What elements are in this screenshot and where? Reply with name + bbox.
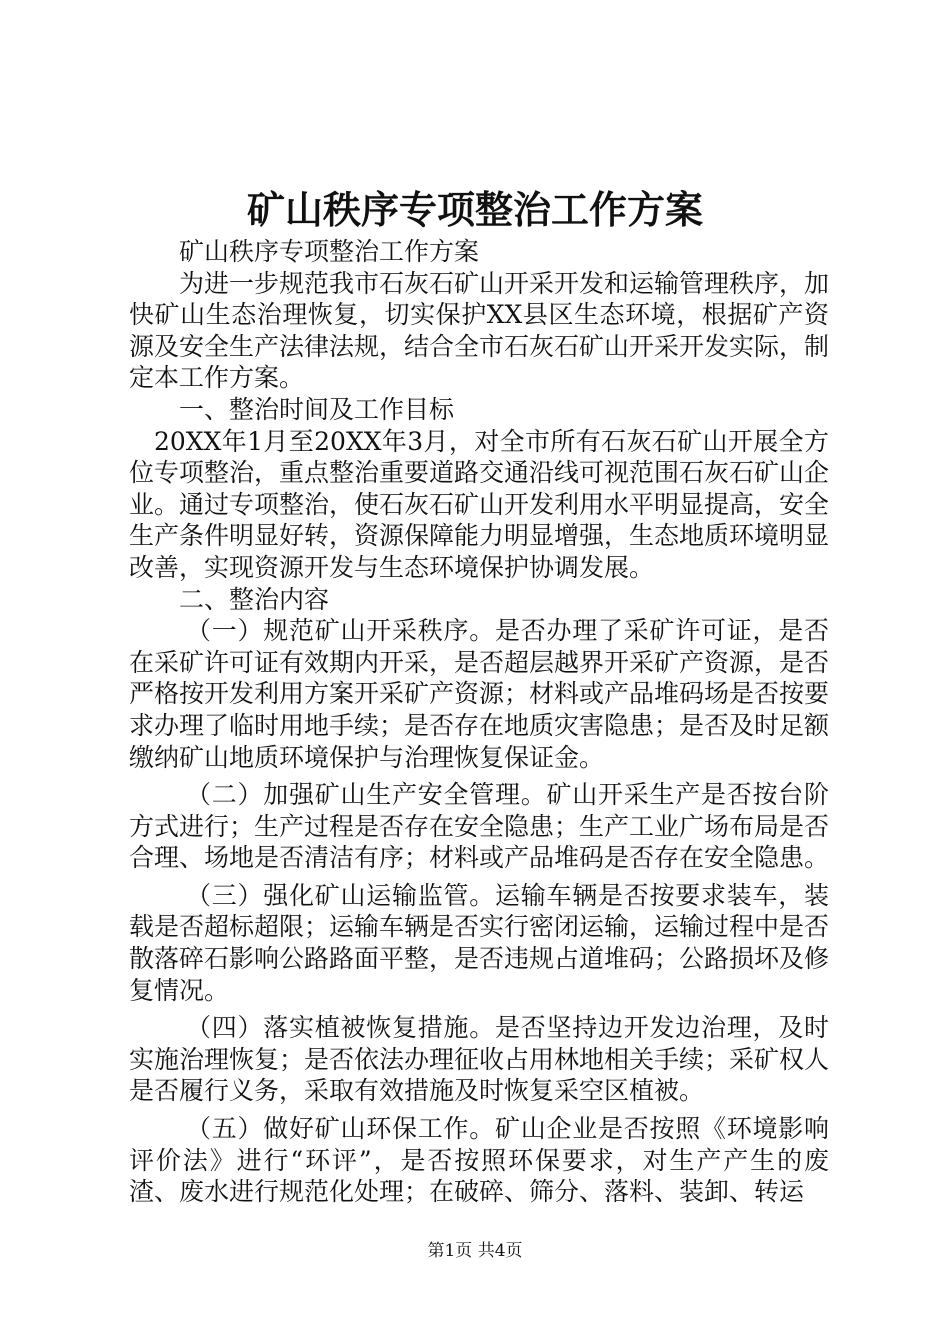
item-2-paragraph: （二）加强矿山生产安全管理。矿山开采生产是否按台阶方式进行；生产过程是否存在安全隐患；生产工业广场布局是否合理、场地是否清洁有序；材料或产品堆码是否存在安全隐患。 <box>129 780 830 873</box>
item-1-paragraph: （一）规范矿山开采秩序。是否办理了采矿许可证，是否在采矿许可证有效期内开采，是否超层越界开采矿产资源，是否严格按开发利用方案开采矿产资源；材料或产品堆码场是否按要求办理了临时用地手续；是否存在地质灾害隐患；是否及时足额缴纳矿山地质环境保护与治理恢复保证金。 <box>129 616 830 772</box>
item-3-paragraph: （三）强化矿山运输监管。运输车辆是否按要求装车，装载是否超标超限；运输车辆是否实行密闭运输，运输过程中是否散落碎石影响公路路面平整，是否违规占道堆码；公路损坏及修复情况。 <box>129 880 830 1005</box>
item-5-paragraph: （五）做好矿山环保工作。矿山企业是否按照《环境影响评价法》进行“环评”，是否按照环保要求，对生产产生的废渣、废水进行规范化处理；在破碎、筛分、落料、装卸、转运 <box>129 1114 829 1207</box>
page-footer: 第1页 共4页 <box>427 1241 523 1261</box>
subtitle-paragraph: 矿山秩序专项整治工作方案 <box>179 237 480 266</box>
item-4-paragraph: （四）落实植被恢复措施。是否坚持边开发边治理，及时实施治理恢复；是否依法办理征收占用林地相关手续；采矿权人是否履行义务，采取有效措施及时恢复采空区植被。 <box>129 1013 830 1106</box>
section-heading-1: 一、整治时间及工作目标 <box>179 394 455 424</box>
document-body <box>129 236 829 1208</box>
section-1-paragraph: 20XX年1月至20XX年3月，对全市所有石灰石矿山开展全方位专项整治，重点整治重要道路交通沿线可视范围石灰石矿山企业。通过专项整治，使石灰石矿山开发利用水平明显提高，安全生产条件明显好转，资源保障能力明显增强，生态地质环境明显改善，实现资源开发与生态环境保护协调发展。 <box>129 426 830 582</box>
document-title: 矿山秩序专项整治工作方案 <box>246 187 703 232</box>
section-heading-2: 二、整治内容 <box>179 584 330 614</box>
intro-paragraph: 为进一步规范我市石灰石矿山开采开发和运输管理秩序，加快矿山生态治理恢复，切实保护XX县区生态环境，根据矿产资源及安全生产法律法规，结合全市石灰石矿山开采开发实际，制定本工作方案。 <box>129 268 830 393</box>
